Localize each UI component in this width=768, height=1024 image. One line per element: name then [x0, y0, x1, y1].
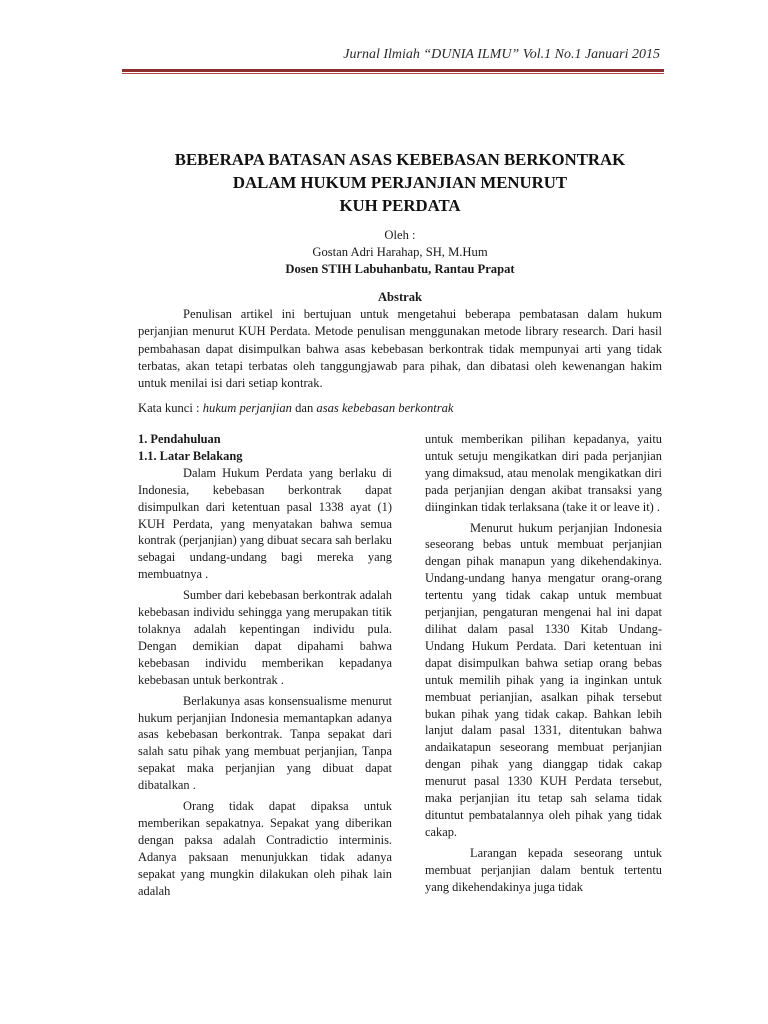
header-rule-thick — [122, 69, 664, 72]
body-paragraph: untuk memberikan pilihan kepadanya, yaitu untuk setuju mengikatkan diri pada perjanjian yang dimaksud, atau menolak mengikatkan diri pada perjanjian dengan akibat transaksi yang diinginkan tidak terlaksana (take it or leave it) . — [425, 432, 662, 514]
paper-title — [0, 148, 768, 217]
body-paragraph: Berlakunya asas konsensualisme menurut hukum perjanjian Indonesia memantapkan adanya asas kebebasan berkontrak. Tanpa sepakat dari salah satu pihak yang membuat perjanjian, Tanpa sepakat maka perjanjian yang dibuat dapat dibatalkan . — [138, 693, 392, 793]
body-paragraph: Dalam Hukum Perdata yang berlaku di Indonesia, kebebasan berkontrak dapat disimpulkan dari ketentuan pasal 1338 ayat (1) KUH Perdata, yang menyatakan bahwa semua kontrak (perjanjian) yang dibuat secara sah berlaku sebagai undang-undang bagi mereka yang membuatnya . — [138, 465, 392, 582]
journal-header: Jurnal Ilmiah “DUNIA ILMU” Vol.1 No.1 Januari 2015 — [343, 47, 660, 62]
left-column — [138, 431, 392, 903]
title-line-2: DALAM HUKUM PERJANJIAN MENURUT — [232, 173, 568, 192]
body-paragraph: Menurut hukum perjanjian Indonesia seseorang bebas untuk membuat perjanjian dengan pihak manapun yang dikehendakinya. Undang-undang hanya mengatur orang-orang tertentu yang tidak cakap untuk membuat perjanjian, pengaturan mengenai hal ini dapat dilihat dalam pasal 1330 Kitab Undang-Undang Hukum Perdata. Dari ketentuan ini dapat disimpulkan bahwa setiap orang bebas untuk memilih pihak yang ia inginkan untuk membuat perianjian, asalkan pihak tersebut bukan pihak yang tidak cakap. Bahkan lebih lanjut dalam pasal 1331, ditentukan bahwa andaikatapun seseorang membuat perjanjian dengan pihak yang dianggap tidak cakap menurut pasal 1330 KUH Perdata tersebut, maka perjanjian itu tetap sah selama tidak dituntut pembatalannya oleh pihak yang tidak cakap. — [425, 520, 662, 839]
keywords-label: Kata kunci : — [138, 401, 200, 415]
keywords-connector: dan — [295, 401, 314, 415]
subsection-heading: 1.1. Latar Belakang — [138, 448, 243, 463]
body-paragraph: Larangan kepada seseorang untuk membuat perjanjian dalam bentuk tertentu yang dikehendakinya juga tidak — [425, 845, 662, 894]
body-paragraph: Sumber dari kebebasan berkontrak adalah kebebasan individu sehingga yang merupakan titik tolaknya adalah kepentingan individu pula. Dengan demikian dapat dipahami bahwa kebebasan individu memberikan kepadanya kebebasan untuk berkontrak . — [138, 588, 392, 687]
abstract-text: Penulisan artikel ini bertujuan untuk mengetahui beberapa pembatasan dalam hukum perjanjian menurut KUH Perdata. Metode penulisan menggunakan metode library research. Dari hasil pembahasan dapat disimpulkan bahwa asas kebebasan berkontrak tidak mempunyai arti yang tidak terbatas, akan tetapi terbatas oleh tanggungjawab para pihak, dan dibatasi oleh kewenangan hakim untuk menilai isi dari setiap kontrak. — [138, 307, 662, 391]
header-rule-thin — [122, 73, 664, 74]
title-line-3: KUH PERDATA — [339, 196, 461, 215]
author-by: Oleh : — [384, 228, 416, 242]
keyword-2: asas kebebasan berkontrak — [316, 401, 454, 415]
right-column — [425, 431, 662, 899]
author-affiliation: Dosen STIH Labuhanbatu, Rantau Prapat — [285, 262, 515, 276]
title-line-1: BEBERAPA BATASAN ASAS KEBEBASAN BERKONTRAK — [174, 150, 626, 169]
keyword-1: hukum perjanjian — [202, 401, 292, 415]
author-block — [0, 227, 768, 278]
author-name: Gostan Adri Harahap, SH, M.Hum — [312, 245, 488, 259]
abstract-heading: Abstrak — [377, 290, 423, 304]
body-paragraph: Orang tidak dapat dipaksa untuk memberikan sepakatnya. Sepakat yang diberikan dengan paksa adalah Contradictio interminis. Adanya paksaan menunjukkan tidak adanya sepakat yang mungkin dilakukan oleh pihak lain adalah — [138, 799, 392, 898]
keywords — [138, 401, 662, 416]
section-heading: 1. Pendahuluan — [138, 432, 221, 446]
